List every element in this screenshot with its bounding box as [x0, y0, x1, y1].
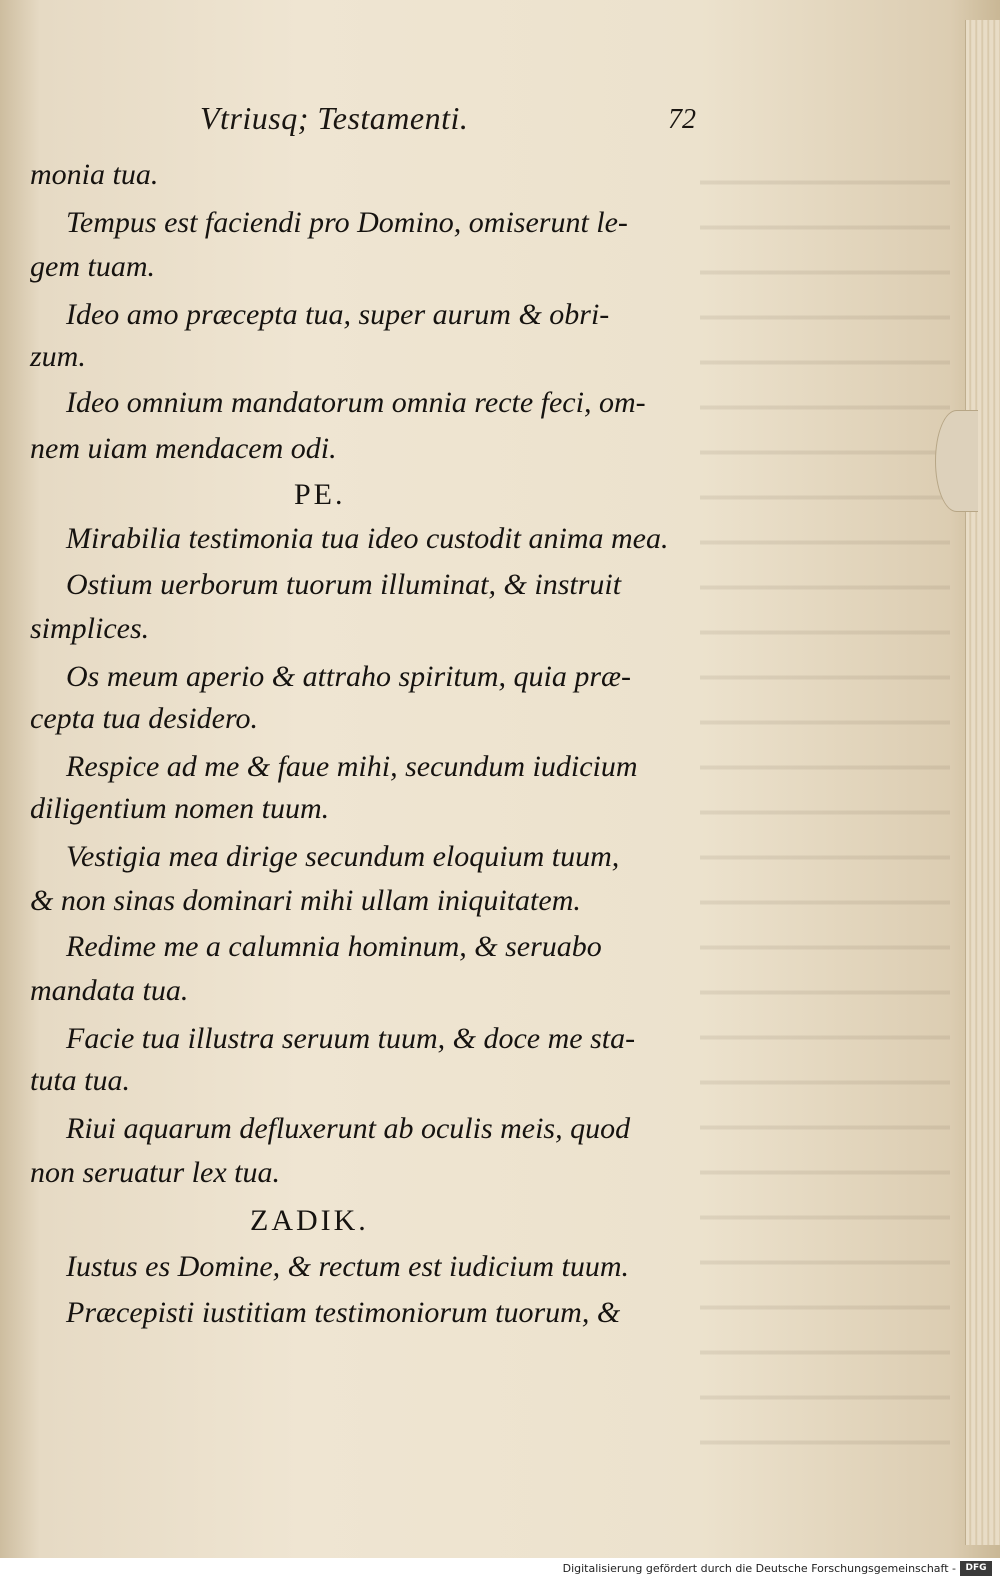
text-line: Mirabilia testimonia tua ideo custodit anima mea. [66, 522, 669, 555]
page-edge-stack [965, 20, 1000, 1545]
dfg-logo-icon: DFG [960, 1561, 992, 1576]
section-heading-pe: PE. [294, 478, 346, 511]
text-line: non seruatur lex tua. [30, 1156, 280, 1189]
text-line: Os meum aperio & attraho spiritum, quia præ- [66, 660, 632, 693]
text-line: diligentium nomen tuum. [30, 792, 330, 825]
text-line: monia tua. [30, 158, 159, 191]
text-line: Vestigia mea dirige secundum eloquium tuum, [66, 840, 620, 873]
text-line: Ideo amo præcepta tua, super aurum & obri- [66, 298, 610, 331]
text-line: Facie tua illustra seruum tuum, & doce me sta- [66, 1022, 636, 1055]
text-line: cepta tua desidero. [30, 702, 259, 735]
text-line: Respice ad me & faue mihi, secundum iudicium [66, 750, 638, 783]
text-line: Iustus es Domine, & rectum est iudicium tuum. [66, 1250, 629, 1283]
text-line: & non sinas dominari mihi ullam iniquitatem. [30, 884, 581, 917]
text-line: gem tuam. [30, 250, 155, 283]
show-through-texture [700, 150, 950, 1450]
text-line: nem uiam mendacem odi. [30, 432, 337, 465]
text-line: mandata tua. [30, 974, 189, 1007]
folio-number: 72 [668, 104, 696, 135]
text-line: Riui aquarum defluxerunt ab oculis meis, quod [66, 1112, 631, 1145]
text-line: simplices. [30, 612, 150, 645]
text-line: zum. [30, 340, 86, 373]
text-line: Ideo omnium mandatorum omnia recte feci, om- [66, 386, 646, 419]
text-line: Tempus est faciendi pro Domino, omiserunt le- [66, 206, 628, 239]
text-line: Ostium uerborum tuorum illuminat, & instruit [66, 568, 622, 601]
section-heading-zadik: ZADIK. [250, 1204, 369, 1237]
text-line: Præcepisti iustitiam testimoniorum tuorum, & [66, 1296, 621, 1329]
text-line: tuta tua. [30, 1064, 131, 1097]
footer-credit: Digitalisierung gefördert durch die Deutsche Forschungsgemeinschaft - [562, 1562, 956, 1575]
text-line: Redime me a calumnia hominum, & seruabo [66, 930, 602, 963]
page-tab-marker [935, 410, 978, 512]
running-head: Vtriusq; Testamenti. [200, 100, 469, 136]
